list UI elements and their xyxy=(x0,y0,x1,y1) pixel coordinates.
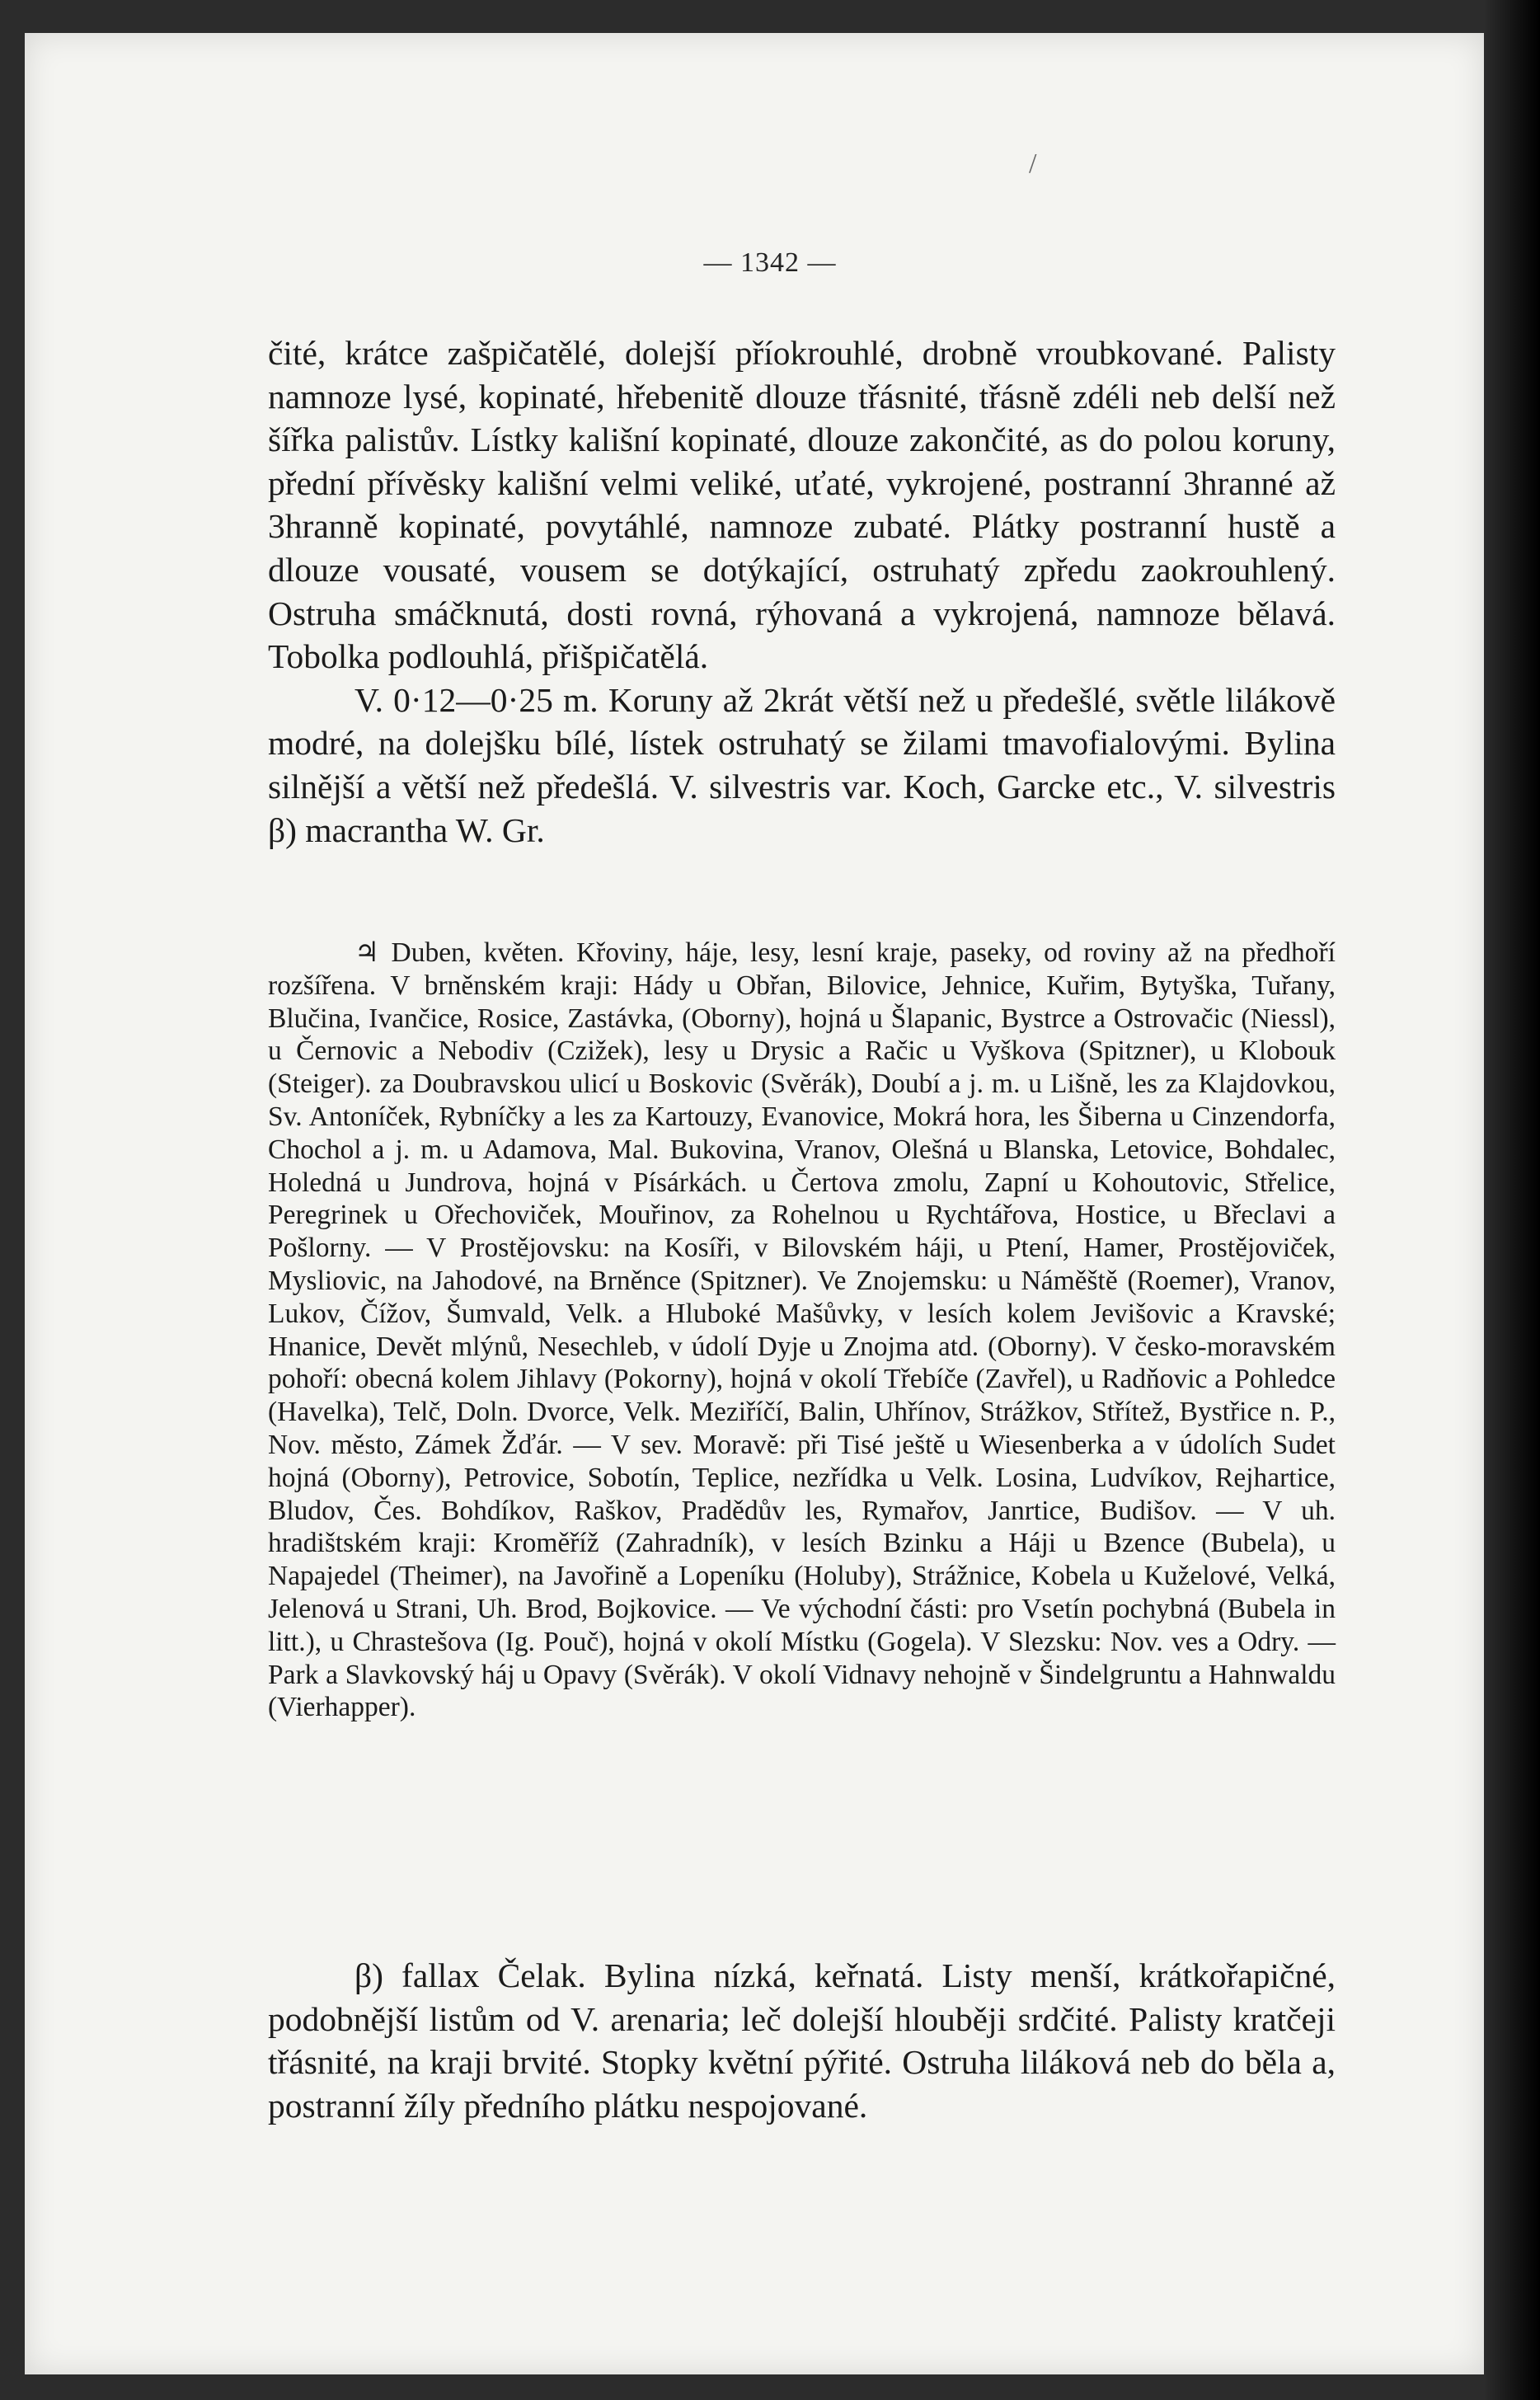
description-paragraph: čité, krátce zašpičatělé, dolejší příokrouhlé, drobně vroubkované. Palisty namnoze lysé, kopinaté, hřebenitě dlouze třásnité, třásně zdéli neb delší než šířka palistův. Lístky kališní kopinaté, dlouze zakončité, as do polou koruny, přední přívěsky kališní velmi veliké, uťaté, vykrojené, postranní 3hranné až 3hranně kopinaté, povytáhlé, namnoze zubaté. Plátky postranní hustě a dlouze vousaté, vousem se dotýkající, ostruhatý zpředu zaokrouhlený. Ostruha smáčknutá, dosti rovná, rýhovaná a vykrojená, namnoze bělavá. Tobolka podlouhlá, přišpičatělá. xyxy=(268,334,1336,676)
scan-edge xyxy=(1484,0,1540,2400)
distribution-paragraph: ♃ Duben, květen. Křoviny, háje, lesy, lesní kraje, paseky, od roviny až na předhoří rozšířena. V brněnském kraji: Hády u Obřan, Bilovice, Jehnice, Kuřim, Bytyška, Tuřany, Blučina, Ivančice, Rosice, Zastávka, (Oborny), hojná u Šlapanic, Bystrce a Ostrovačic (Niessl), u Černovic a Nebodiv (Czižek), lesy u Drysic a Račic u Vyškova (Spitzner), u Klobouk (Steiger). za Doubravskou ulicí u Boskovic (Svěrák), Doubí a j. m. u Lišně, les za Klajdovkou, Sv. Antoníček, Rybníčky a les za Kartouzy, Evanovice, Mokrá hora, les Šiberna u Cinzendorfa, Chochol a j. m. u Adamova, Mal. Bukovina, Vranov, Olešná u Blanska, Letovice, Bohdalec, Holedná u Jundrova, hojná v Písárkách. u Čertova zmolu, Zapní u Kohoutovic, Střelice, Peregrinek u Ořechoviček, Mouřinov, za Rohelnou u Rychtářova, Hostice, u Břeclavi a Pošlorny. — V Prostějovsku: na Kosíři, v Bilovském háji, u Ptení, Hamer, Prostějoviček, Mysliovic, na Jahodové, na Brněnce (Spitzner). Ve Znojemsku: u Náměště (Roemer), Vranov, Lukov, Čížov, Šumvald, Velk. a Hluboké Mašůvky, v lesích kolem Jevišovic a Kravské; Hnanice, Devět mlýnů, Nesechleb, v údolí Dyje u Znojma atd. (Oborny). V česko-moravském pohoří: obecná kolem Jihlavy (Pokorny), hojná v okolí Třebíče (Zavřel), u Radňovic a Pohledce (Havelka), Telč, Doln. Dvorce, Velk. Meziříčí, Balin, Uhřínov, Strážkov, Střítež, Bystřice n. P., Nov. město, Zámek Žďár. — V sev. Moravě: při Tisé ještě u Wiesenberka a v údolích Sudet hojná (Oborny), Petrovice, Sobotín, Teplice, nezřídka u Velk. Losina, Ludvíkov, Rejhartice, Bludov, Čes. Bohdíkov, Raškov, Pradědův les, Rymařov, Janrtice, Budišov. — V uh. hradištském kraji: Kroměříž (Zahradník), v lesích Bzinku a Háji u Bzence (Bubela), u Napajedel (Theimer), na Javořině a Lopeníku (Holuby), Strážnice, Kobela u Kuželové, Velká, Jelenová u Strani, Uh. Brod, Bojkovice. — Ve východní části: pro Vsetín pochybná (Bubela in litt.), u Chrastešova (Ig. Pouč), hojná v okolí Místku (Gogela). V Slezsku: Nov. ves a Odry. — Park a Slavkovský háj u Opavy (Svěrák). V okolí Vidnavy nehojně v Šindelgruntu a Hahnwaldu (Vierhapper). xyxy=(268,937,1336,1723)
fallax-block xyxy=(268,1954,1336,2127)
stray-mark: / xyxy=(1029,148,1037,179)
main-text-block xyxy=(268,331,1336,852)
distribution-block xyxy=(268,937,1336,1724)
page-number: — 1342 — xyxy=(703,247,837,278)
variety-paragraph: V. 0·12—0·25 m. Koruny až 2krát větší než u předešlé, světle lilákově modré, na dolejšku bílé, lístek ostruhatý se žilami tmavofialovými. Bylina silnější a větší než předešlá. V. silvestris var. Koch, Garcke etc., V. silvestris β) macrantha W. Gr. xyxy=(268,680,1336,849)
fallax-paragraph: β) fallax Čelak. Bylina nízká, keřnatá. Listy menší, krátkořapičné, podobnější listům od V. arenaria; leč dolejší hlouběji srdčité. Palisty kratčeji třásnité, na kraji brvité. Stopky květní pýřité. Ostruha liláková neb do běla a, postranní žíly předního plátku nespojované. xyxy=(268,1956,1336,2125)
